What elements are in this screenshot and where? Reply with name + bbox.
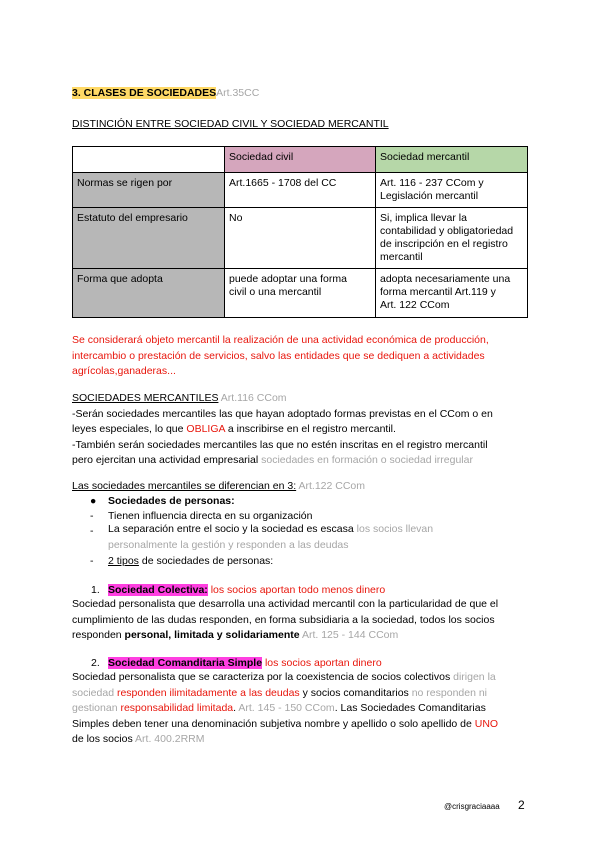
diferencian-text: Las sociedades mercantiles se diferencian en 3: <box>72 480 297 492</box>
mercantiles-section <box>72 391 493 469</box>
row-label: Forma que adopta <box>73 269 225 318</box>
paragraph-line <box>72 732 498 748</box>
cell-line: Legislación mercantil <box>380 190 479 202</box>
comparison-table <box>72 146 528 318</box>
red-text: UNO <box>474 717 499 730</box>
diferencian-ref: Art.122 CCom <box>298 480 366 492</box>
gray-note: Art. 145 - 150 CCom <box>238 702 335 714</box>
subtitle: DISTINCIÓN ENTRE SOCIEDAD CIVIL Y SOCIEDAD MERCANTIL <box>72 118 389 130</box>
paragraph-line <box>72 686 498 702</box>
note-line: intercambio o prestación de servicios, salvo las entidades que se dediquen a actividades <box>72 349 485 362</box>
gray-note: gestionan <box>72 702 121 714</box>
heading-ref: Art.35CC <box>216 87 260 99</box>
row-civil: Art.1665 - 1708 del CC <box>225 173 376 208</box>
mercantiles-ref: Art.116 CCom <box>220 392 287 404</box>
list-number: 2. <box>91 657 100 669</box>
cell-line: Si, implica llevar la <box>380 212 467 224</box>
gray-note: sociedades en formación o sociedad irregular <box>261 454 473 466</box>
text-span: de sociedades de personas: <box>138 555 274 567</box>
table-header-row <box>73 147 528 173</box>
row-mercantil <box>376 208 528 269</box>
dash-icon: - <box>90 525 94 537</box>
gray-note: dirigen la <box>453 671 496 683</box>
cell-line: civil o una mercantil <box>229 286 322 298</box>
comanditaria-note: los socios aportan dinero <box>262 657 382 669</box>
author-handle: @crisgraciaaaa <box>444 802 500 811</box>
gray-note: Art. 400.2RRM <box>135 733 205 745</box>
colectiva-title: Sociedad Colectiva: <box>108 584 208 596</box>
gray-note: no responden ni <box>411 686 488 699</box>
cell-line: Art. 122 CCom <box>380 299 450 311</box>
text-span: de los socios <box>72 733 136 745</box>
table-header-empty <box>73 147 225 173</box>
cell-line: puede adoptar una forma <box>229 273 347 285</box>
paragraph-line <box>72 628 498 644</box>
red-text: responden ilimitadamente a las deudas <box>116 686 300 699</box>
table-header-mercantil: Sociedad mercantil <box>376 147 528 173</box>
paragraph-line: Sociedad personalista que desarrolla una actividad mercantil con la particularidad de que el <box>72 598 499 610</box>
text-span: Simples deben tener una denominación subjetiva nombre y apellido o solo apellido de <box>72 717 475 730</box>
paragraph-line <box>72 453 493 469</box>
dash-icon: - <box>90 555 94 567</box>
list-item <box>108 555 273 567</box>
text-span: leyes especiales, lo que <box>72 423 187 435</box>
gray-note: Art. 125 - 144 CCom <box>299 629 399 641</box>
cell-line: adopta necesariamente una <box>380 273 511 285</box>
row-mercantil <box>376 173 528 208</box>
table-header-civil: Sociedad civil <box>225 147 376 173</box>
mercantiles-title: SOCIEDADES MERCANTILES <box>72 392 219 404</box>
text-span: pero ejercitan una actividad empresarial <box>72 454 262 466</box>
text-span: La separación entre el socio y la sociedad es escasa <box>108 523 357 535</box>
paragraph-line <box>72 701 498 717</box>
note-line: Se considerará objeto mercantil la realización de una actividad económica de producción, <box>72 334 489 346</box>
cell-line: forma mercantil Art.119 y <box>380 286 496 298</box>
table-row <box>73 269 528 318</box>
cell-line: de inscripción en el registro <box>380 238 508 250</box>
mercantiles-title-line <box>72 391 493 407</box>
personas-title-text: Sociedades de personas: <box>108 495 235 507</box>
list-item <box>108 522 433 553</box>
gray-note: personalmente la gestión y responden a las deudas <box>108 538 349 551</box>
paragraph-line: -Serán sociedades mercantiles las que hayan adoptado formas previstas en el CCom o en <box>72 407 493 420</box>
bullet-dot-icon: ● <box>90 495 97 507</box>
table-row <box>73 208 528 269</box>
text-span: a inscribirse en el registro mercantil. <box>224 423 396 435</box>
personas-title <box>108 495 235 507</box>
row-civil <box>225 269 376 318</box>
row-label: Estatuto del empresario <box>73 208 225 269</box>
text-span: Sociedad personalista que se caracteriza por la coexistencia de socios colectivos <box>72 671 454 683</box>
paragraph-line <box>72 670 498 686</box>
paragraph-line <box>72 717 498 733</box>
colectiva-heading <box>108 584 385 596</box>
text-span: . <box>233 702 239 714</box>
gray-note: sociedad <box>72 686 117 699</box>
section-heading <box>72 87 259 99</box>
paragraph-line: cumplimiento de las dudas responden, en forma subsidiaria a la sociedad, todos los socios <box>72 613 495 626</box>
comanditaria-title: Sociedad Comanditaria Simple <box>108 657 263 669</box>
row-label: Normas se rigen por <box>73 173 225 208</box>
text-span: y socios comanditarios <box>299 686 412 699</box>
text-span: . Las Sociedades Comanditarias <box>334 702 486 714</box>
table-row <box>73 173 528 208</box>
cell-line: contabilidad y obligatoriedad <box>380 225 514 237</box>
tipos-text: 2 tipos <box>108 555 139 567</box>
heading-title: 3. CLASES DE SOCIEDADES <box>72 87 217 99</box>
red-note <box>72 333 489 380</box>
red-text: responsabilidad limitada <box>120 702 234 714</box>
note-line: agrícolas,ganaderas... <box>72 365 176 377</box>
dash-icon: - <box>90 510 94 522</box>
colectiva-note: los socios aportan todo menos dinero <box>207 584 386 596</box>
cell-line: mercantil <box>380 251 423 263</box>
paragraph-line: -También serán sociedades mercantiles las que no estén inscritas en el registro mercantil <box>72 438 488 451</box>
diferencian-line <box>72 480 365 492</box>
page-number: 2 <box>518 798 525 812</box>
colectiva-body <box>72 597 498 644</box>
row-mercantil <box>376 269 528 318</box>
list-item-line <box>108 522 433 538</box>
list-item: Tienen influencia directa en su organización <box>108 510 313 522</box>
obliga-text: OBLIGA <box>186 423 225 435</box>
row-civil: No <box>225 208 376 269</box>
cell-line: Art. 116 - 237 CCom y <box>380 177 484 189</box>
paragraph-line <box>72 422 493 438</box>
list-number: 1. <box>91 584 100 596</box>
comanditaria-heading <box>108 657 382 669</box>
gray-note: los socios llevan <box>356 523 434 535</box>
comanditaria-body <box>72 670 498 748</box>
text-span: responden <box>72 629 125 641</box>
bold-text: personal, limitada y solidariamente <box>124 629 300 641</box>
